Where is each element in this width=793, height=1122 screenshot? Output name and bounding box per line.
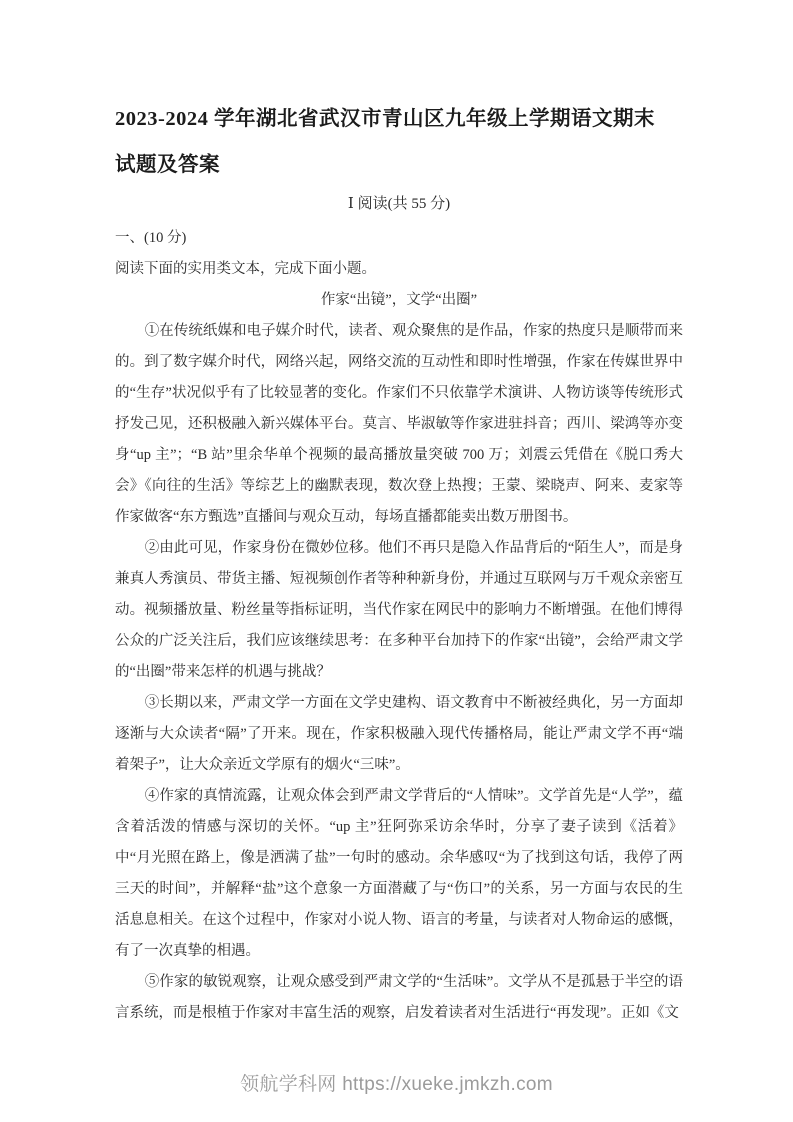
paragraph-2: ②由此可见，作家身份在微妙位移。他们不再只是隐入作品背后的“陌生人”，而是身兼真人秀演员、带货主播、短视频创作者等种种新身份，并通过互联网与万千观众亲密互动。视频播放量、粉丝量等指标证明，当代作家在网民中的影响力不断增强。在他们博得公众的广泛关注后，我们应该继续思考：在多种平台加持下的作家“出镜”，会给严肃文学的“出圈”带来怎样的机遇与挑战？ — [115, 540, 683, 680]
paragraph-5: ⑤作家的敏锐观察，让观众感受到严肃文学的“生活味”。文学从不是孤悬于半空的语言系统，而是根植于作家对丰富生活的观察，启发着读者对生活进行“再发现”。正如《文 — [115, 974, 683, 1021]
instruction: 阅读下面的实用类文本，完成下面小题。 — [115, 261, 376, 277]
section-heading: Ⅰ 阅读(共 55 分) — [347, 196, 451, 212]
page-title — [115, 96, 683, 188]
page-title-line-2: 试题及答案 — [115, 154, 220, 176]
footer-watermark-text: 领航学科网 https://xueke.jmkzh.com — [240, 1074, 553, 1095]
paragraph-4: ④作家的真情流露，让观众体会到严肃文学背后的“人情味”。文学首先是“人学”，蕴含着活泼的情感与深切的关怀。“up 主”狂阿弥采访余华时，分享了妻子读到《活着》中“月光照在路上，像是洒满了盐”一句时的感动。余华感叹“为了找到这句话，我停了两三天的时间”，并解释“盐”这个意象一方面潜藏了与“伤口”的关系，另一方面与农民的生活息息相关。在这个过程中，作家对小说人物、语言的考量，与读者对人物命运的感慨，有了一次真挚的相遇。 — [115, 788, 683, 959]
paragraph-3: ③长期以来，严肃文学一方面在文学史建构、语文教育中不断被经典化，另一方面却逐渐与大众读者“隔”了开来。现在，作家积极融入现代传播格局，能让严肃文学不再“端着架子”，让大众亲近文学原有的烟火“三味”。 — [115, 695, 683, 773]
article-title: 作家“出镜”，文学“出圈” — [320, 292, 478, 308]
paragraph-1: ①在传统纸媒和电子媒介时代，读者、观众聚焦的是作品，作家的热度只是顺带而来的。到了数字媒介时代，网络兴起，网络交流的互动性和即时性增强，作家在传媒世界中的“生存”状况似乎有了比较显著的变化。作家们不只依靠学术演讲、人物访谈等传统形式抒发己见，还积极融入新兴媒体平台。莫言、毕淑敏等作家进驻抖音；西川、梁鸿等亦变身“up 主”；“B 站”里余华单个视频的最高播放量突破 700 万；刘震云凭借在《脱口秀大会》《向往的生活》等综艺上的幽默表现，数次登上热搜；王蒙、梁晓声、阿来、麦家等作家做客“东方甄选”直播间与观众互动，每场直播都能卖出数万册图书。 — [115, 323, 683, 525]
footer-watermark — [0, 1069, 793, 1096]
question-number: 一、(10 分) — [115, 230, 187, 246]
page-title-line-1: 2023-2024 学年湖北省武汉市青山区九年级上学期语文期末 — [115, 108, 655, 130]
